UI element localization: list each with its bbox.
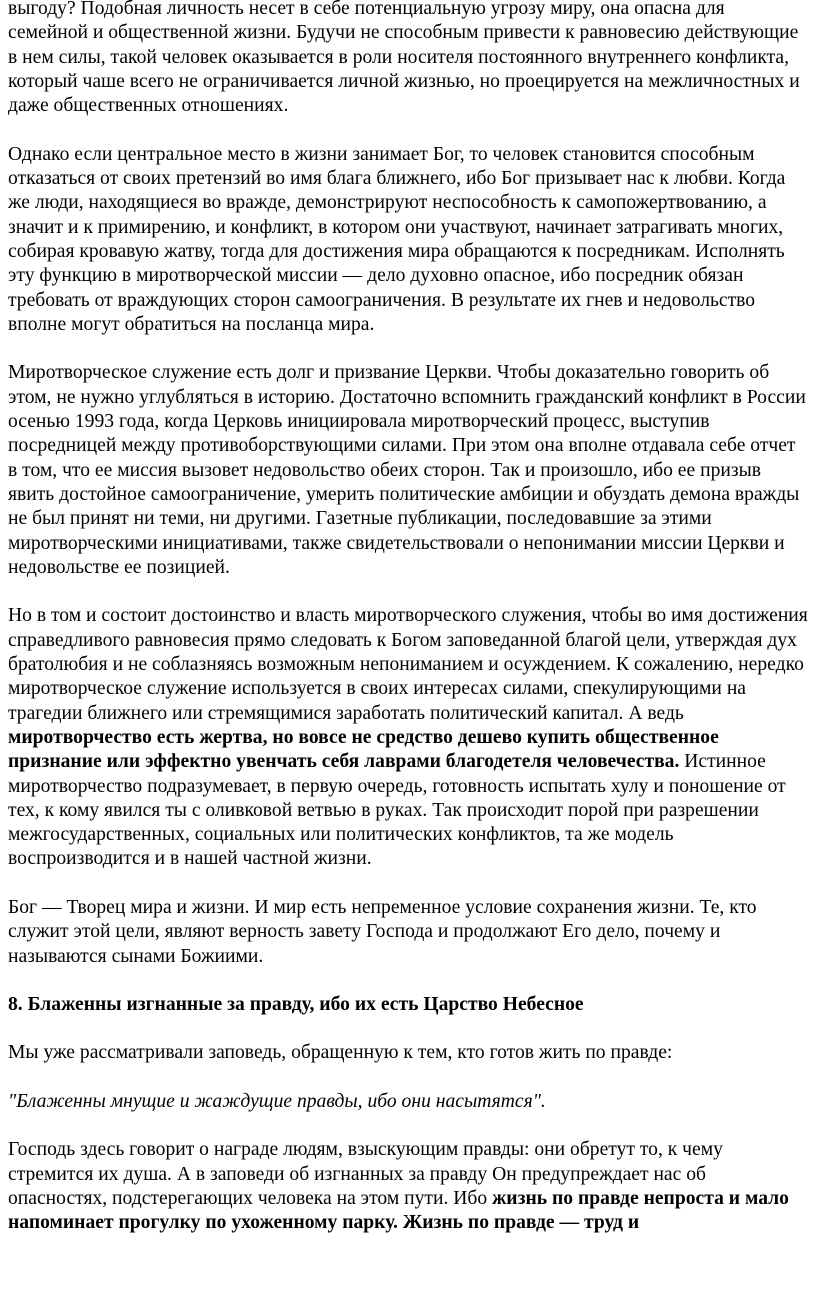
paragraph-4-end: Истинное миротворчество подразумевает, в первую очередь, готовность испытать хулу и поношение от тех, к кому явился ты с оливковой ветвью в руках. Так происходит порой при разрешении межгосударственных, социальных или политических конфликтов, та же модель воспроизводится и в нашей частной жизни.	[8, 751, 786, 870]
paragraph-3: Миротворческое служение есть долг и призвание Церкви. Чтобы доказательно говорить об этом, не нужно углубляться в историю. Достаточно вспомнить гражданский конфликт в России осенью 1993 года, когда Церковь инициировала миротворческий процесс, выступив посредницей между противоборствующими силами. При этом она вполне отдавала себе отчет в том, что ее миссия вызовет недовольство обеих сторон. Так и произошло, ибо ее призыв явить достойное самоограничение, умерить политические амбиции и обуздать демона вражды не был принят ни теми, ни другими. Газетные публикации, последовавшие за этими миротворческими инициативами, также свидетельствовали о непонимании миссии Церкви и недовольстве ее позицией.	[8, 362, 806, 578]
paragraph-2: Однако если центральное место в жизни занимает Бог, то человек становится способным отказаться от своих претензий во имя блага ближнего, ибо Бог призывает нас к любви. Когда же люди, находящиеся во вражде, демонстрируют неспособность к самопожертвованию, а значит и к примирению, и конфликт, в котором они участвуют, начинает затрагивать многих, собирая кровавую жатву, тогда для достижения мира обращаются к посредникам. Исполнять эту функцию в миротворческой миссии — дело духовно опасное, ибо посредник обязан требовать от враждующих сторон самоограничения. В результате их гнев и недовольство вполне могут обратиться на посланца мира.	[8, 143, 786, 335]
scripture-quote: "Блаженны мнущие и жаждущие правды, ибо они насытятся".	[8, 1091, 546, 1113]
paragraph-7-bold: жизнь по правде непроста и мало напоминает прогулку по ухоженному парку. Жизнь по правде — труд и	[8, 1187, 789, 1234]
paragraph-4-start: Но в том и состоит достоинство и власть миротворческого служения, чтобы во имя достижения справедливого равновесия прямо следовать к Богом заповеданной благой цели, утверждая дух братолюбия и не соблазняясь возможным непониманием и осуждением. К сожалению, нередко миротворческое служение используется в своих интересах силами, спекулирующими на трагедии ближнего или стремящимися заработать политический капитал. А ведь	[8, 605, 808, 724]
paragraph-7-start: Господь здесь говорит о награде людям, взыскующим правды: они обретут то, к чему стремится их душа. А в заповеди об изгнанных за правду Он предупреждает нас об опасностях, подстерегающих человека на этом пути. Ибо	[8, 1139, 723, 1209]
paragraph-7	[8, 1138, 808, 1235]
section-heading: 8. Блаженны изгнанные за правду, ибо их есть Царство Небесное	[8, 994, 584, 1016]
paragraph-5: Бог — Творец мира и жизни. И мир есть непременное условие сохранения жизни. Те, кто служит этой цели, являют верность завету Господа и продолжают Его дело, почему и называются сынами Божиими.	[8, 896, 757, 967]
paragraph-6: Мы уже рассматривали заповедь, обращенную к тем, кто готов жить по правде:	[8, 1042, 673, 1064]
paragraph-4-bold: миротворчество есть жертва, но вовсе не средство дешево купить общественное признание или эффектно увенчать себя лаврами благодетеля человечества.	[8, 726, 719, 773]
paragraph-4	[8, 604, 808, 871]
paragraph-1: выгоду? Подобная личность несет в себе потенциальную угрозу миру, она опасна для семейной и общественной жизни. Будучи не способным привести к равновесию действующие в нем силы, такой человек оказывается в роли носителя постоянного внутреннего конфликта, который чаше всего не ограничивается личной жизнью, но проецируется на межличностных и даже общественных отношениях.	[8, 0, 800, 117]
